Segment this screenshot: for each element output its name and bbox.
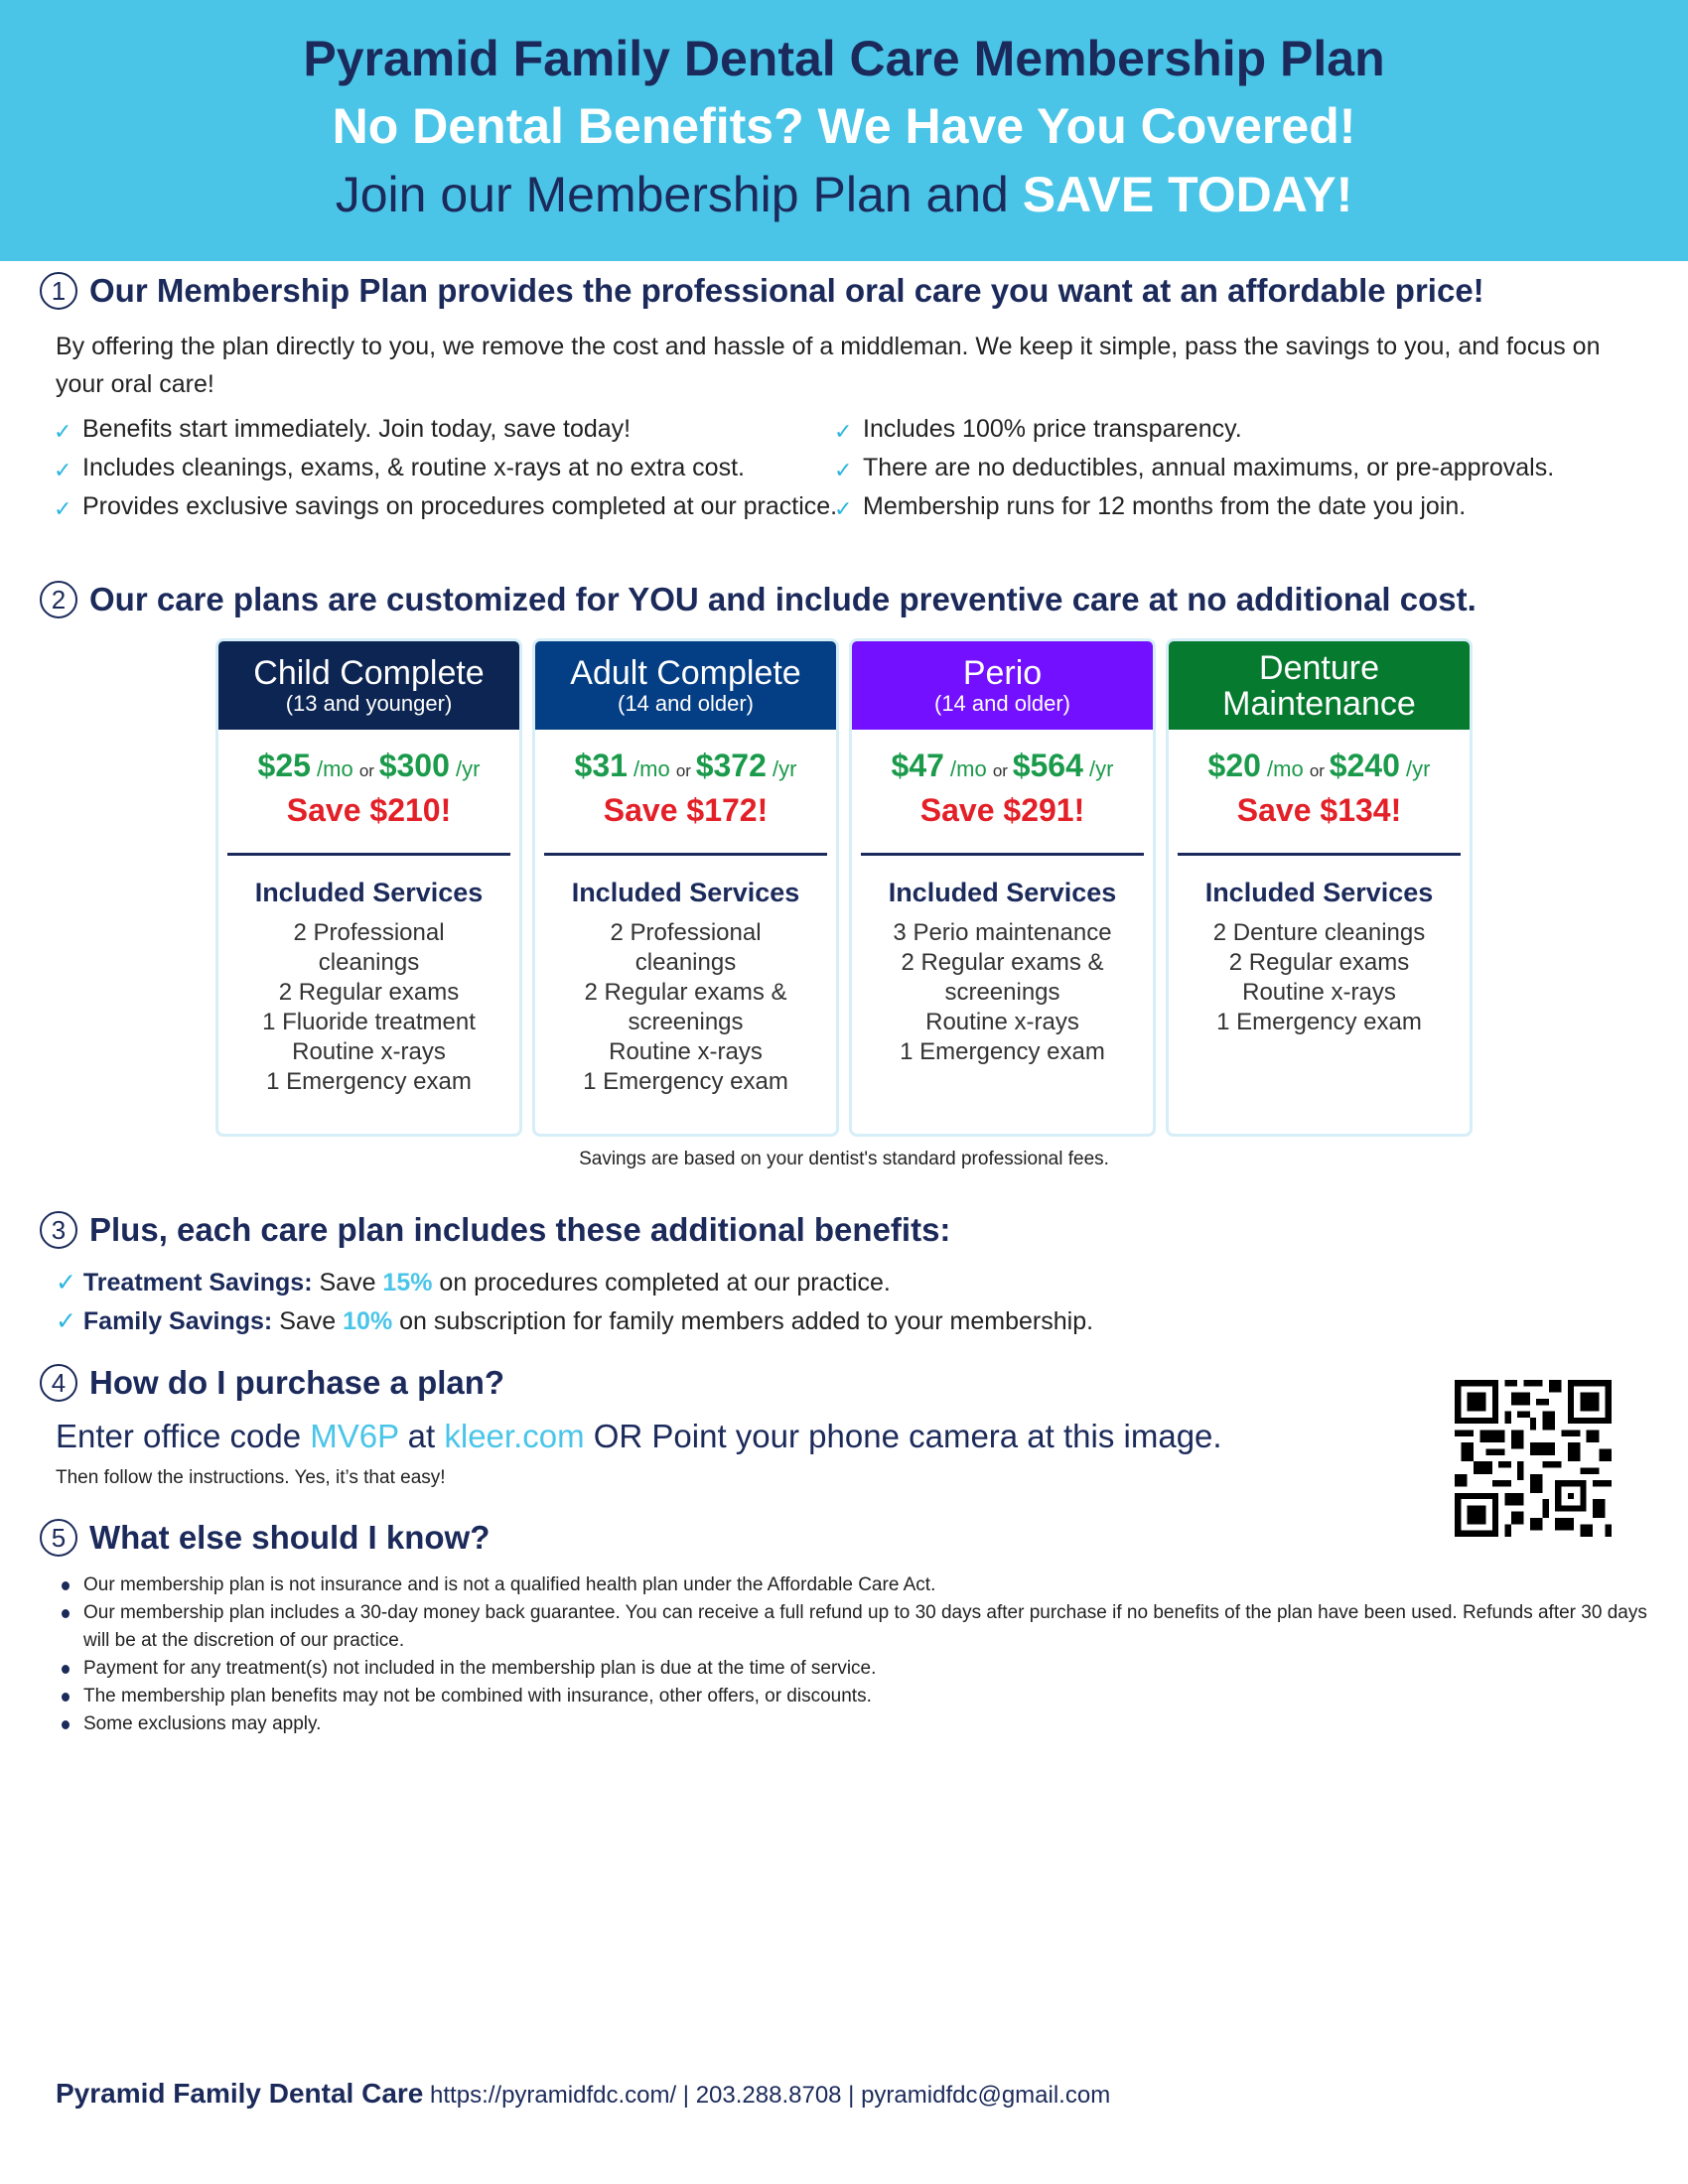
plan-price [1169, 748, 1470, 784]
section-1-intro: By offering the plan directly to you, we remove the cost and hassle of a middleman. We keep it simple, pass the savings to you, and focus on your oral care! [56, 333, 1601, 398]
or-label: or [992, 761, 1013, 780]
yearly-price: $564 [1012, 748, 1083, 783]
list-item [834, 412, 1569, 446]
plan-savings: Save $210! [286, 792, 452, 828]
benefit-text: on procedures completed at our practice. [432, 1269, 891, 1297]
instruction-text: at [398, 1418, 445, 1454]
benefit-text: Save [312, 1269, 383, 1297]
divider [544, 853, 827, 856]
benefit-treatment-savings [56, 1266, 891, 1299]
included-services-heading: Included Services [888, 878, 1117, 907]
kleer-link[interactable]: kleer.com [444, 1418, 585, 1454]
service-item: 1 Emergency exam [1216, 1009, 1422, 1035]
list-item: Our membership plan is not insurance and is not a qualified health plan under the Affordable Care Act. [60, 1571, 1648, 1599]
plan-price [852, 748, 1153, 784]
monthly-unit: /mo [627, 756, 676, 781]
section-1-heading: Our Membership Plan provides the professional oral care you want at an affordable price! [89, 272, 1484, 309]
list-item [54, 451, 838, 484]
plan-header [1169, 641, 1470, 730]
monthly-unit: /mo [1260, 756, 1310, 781]
tagline-prefix: Join our Membership Plan and [335, 167, 1023, 222]
plan-card-adult-complete [532, 638, 839, 1137]
plan-age: (14 and older) [618, 690, 754, 716]
list-item: Payment for any treatment(s) not included in the membership plan is due at the time of service. [60, 1655, 1648, 1683]
service-item: 2 Regular exams & screenings [584, 979, 787, 1035]
benefit-percent: 15% [382, 1269, 433, 1297]
follow-instructions-text: Then follow the instructions. Yes, it’s that easy! [56, 1467, 446, 1488]
service-item: 2 Denture cleanings [1212, 919, 1426, 946]
yearly-price: $240 [1329, 748, 1400, 783]
plan-header [218, 641, 519, 730]
check-icon: ✓ [834, 458, 853, 482]
yearly-price: $372 [695, 748, 767, 783]
check-text: Includes cleanings, exams, & routine x-rays at no extra cost. [82, 454, 745, 481]
plan-header [852, 641, 1153, 730]
service-item: 1 Emergency exam [266, 1068, 472, 1095]
plan-cards [215, 638, 1473, 1137]
section-3-heading: Plus, each care plan includes these additional benefits: [89, 1211, 951, 1248]
list-item [54, 412, 838, 446]
tagline-highlight: SAVE TODAY! [1022, 167, 1353, 222]
yearly-unit: /yr [449, 756, 481, 781]
plan-age: (13 and younger) [285, 690, 453, 716]
footer [56, 2078, 1110, 2110]
banner-title: Pyramid Family Dental Care Membership Plan [303, 31, 1385, 86]
benefits-left-list [54, 412, 838, 528]
section-3-title [40, 1211, 950, 1249]
plan-name: Child Complete [253, 653, 485, 692]
check-icon: ✓ [54, 458, 72, 482]
check-text: There are no deductibles, annual maximums, or pre-approvals. [863, 454, 1555, 481]
number-3-icon: 3 [40, 1211, 77, 1249]
divider [1178, 853, 1461, 856]
banner-tagline [0, 166, 1688, 223]
included-services-heading: Included Services [254, 878, 484, 907]
check-text: Provides exclusive savings on procedures completed at our practice. [82, 492, 838, 520]
monthly-price: $31 [574, 748, 628, 783]
list-item: Our membership plan includes a 30-day money back guarantee. You can receive a full refund up to 30 days after purchase if no benefits of the plan have been used. Refunds after 30 days will be at the discretion of our practice. [60, 1599, 1648, 1655]
banner-subtitle: No Dental Benefits? We Have You Covered! [332, 98, 1356, 154]
service-item: Routine x-rays [925, 1009, 1079, 1035]
service-item: 2 Professional cleanings [610, 919, 762, 976]
service-item: 2 Professional cleanings [293, 919, 445, 976]
services-list [218, 918, 519, 1097]
service-item: 2 Regular exams [278, 979, 460, 1006]
qr-code-icon[interactable] [1455, 1380, 1612, 1537]
plan-header [535, 641, 836, 730]
service-item: Routine x-rays [292, 1038, 446, 1065]
monthly-price: $25 [257, 748, 311, 783]
or-label: or [675, 761, 696, 780]
divider [861, 853, 1144, 856]
benefit-family-savings [56, 1304, 1093, 1338]
plan-savings: Save $291! [919, 792, 1085, 828]
section-5-title [40, 1519, 490, 1557]
check-icon: ✓ [834, 419, 853, 444]
service-item: 1 Emergency exam [583, 1068, 788, 1095]
plan-card-denture-maintenance [1166, 638, 1473, 1137]
check-icon: ✓ [56, 1307, 76, 1335]
section-4-heading: How do I purchase a plan? [89, 1364, 505, 1401]
benefit-text: on subscription for family members added to your membership. [392, 1307, 1094, 1335]
section-2-title [40, 581, 1477, 618]
check-text: Benefits start immediately. Join today, save today! [82, 415, 632, 443]
number-2-icon: 2 [40, 581, 77, 618]
savings-footnote: Savings are based on your dentist's standard professional fees. [579, 1149, 1109, 1169]
list-item [834, 451, 1569, 484]
office-code-instructions [56, 1418, 1222, 1455]
yearly-unit: /yr [1399, 756, 1431, 781]
number-4-icon: 4 [40, 1364, 77, 1402]
check-icon: ✓ [834, 496, 853, 521]
included-services-heading: Included Services [571, 878, 800, 907]
plan-card-perio [849, 638, 1156, 1137]
service-item: 2 Regular exams [1228, 949, 1410, 976]
monthly-price: $47 [891, 748, 944, 783]
monthly-unit: /mo [943, 756, 993, 781]
monthly-price: $20 [1207, 748, 1261, 783]
footer-brand: Pyramid Family Dental Care [56, 2078, 424, 2109]
check-icon: ✓ [54, 496, 72, 521]
number-5-icon: 5 [40, 1519, 77, 1557]
plan-age: (14 and older) [934, 690, 1070, 716]
service-item: 1 Fluoride treatment [262, 1009, 476, 1035]
list-item: The membership plan benefits may not be combined with insurance, other offers, or discounts. [60, 1683, 1648, 1710]
header-banner [0, 0, 1688, 261]
service-item: 2 Regular exams & screenings [901, 949, 1104, 1006]
yearly-unit: /yr [1082, 756, 1114, 781]
plan-name: Denture Maintenance [1222, 648, 1416, 723]
benefit-label: Family Savings: [82, 1307, 273, 1335]
section-1-title [40, 272, 1484, 310]
service-item: Routine x-rays [1242, 979, 1396, 1006]
list-item: Some exclusions may apply. [60, 1710, 1648, 1738]
list-item [834, 489, 1569, 523]
or-label: or [1309, 761, 1330, 780]
services-list [535, 918, 836, 1097]
check-icon: ✓ [56, 1269, 76, 1297]
included-services-heading: Included Services [1204, 878, 1434, 907]
service-item: Routine x-rays [609, 1038, 763, 1065]
section-4-title [40, 1364, 504, 1402]
divider [227, 853, 510, 856]
list-item [54, 489, 838, 523]
section-5-heading: What else should I know? [89, 1519, 491, 1556]
plan-card-child-complete [215, 638, 522, 1137]
section-2-heading: Our care plans are customized for YOU and include preventive care at no additional cost. [89, 581, 1477, 617]
benefit-percent: 10% [343, 1307, 393, 1335]
check-text: Includes 100% price transparency. [863, 415, 1242, 443]
services-list [1169, 918, 1470, 1037]
plan-savings: Save $172! [603, 792, 769, 828]
footer-contact[interactable]: https://pyramidfdc.com/ | 203.288.8708 | pyramidfdc@gmail.com [423, 2082, 1111, 2109]
check-text: Membership runs for 12 months from the date you join. [863, 492, 1467, 520]
plan-name: Adult Complete [570, 653, 801, 692]
services-list [852, 918, 1153, 1067]
yearly-unit: /yr [766, 756, 797, 781]
benefit-text: Save [272, 1307, 344, 1335]
check-icon: ✓ [54, 419, 72, 444]
instruction-text: Enter office code [56, 1418, 311, 1454]
plan-name: Perio [962, 653, 1043, 692]
disclaimer-list [60, 1571, 1648, 1738]
office-code: MV6P [310, 1418, 399, 1454]
plan-savings: Save $134! [1236, 792, 1402, 828]
instruction-text: OR Point your phone camera at this image. [584, 1418, 1222, 1454]
service-item: 1 Emergency exam [900, 1038, 1105, 1065]
or-label: or [358, 761, 379, 780]
plan-price [218, 748, 519, 784]
plan-price [535, 748, 836, 784]
service-item: 3 Perio maintenance [893, 919, 1112, 946]
yearly-price: $300 [378, 748, 450, 783]
monthly-unit: /mo [310, 756, 359, 781]
number-1-icon: 1 [40, 272, 77, 310]
benefit-label: Treatment Savings: [82, 1269, 313, 1297]
benefits-right-list [834, 412, 1569, 528]
